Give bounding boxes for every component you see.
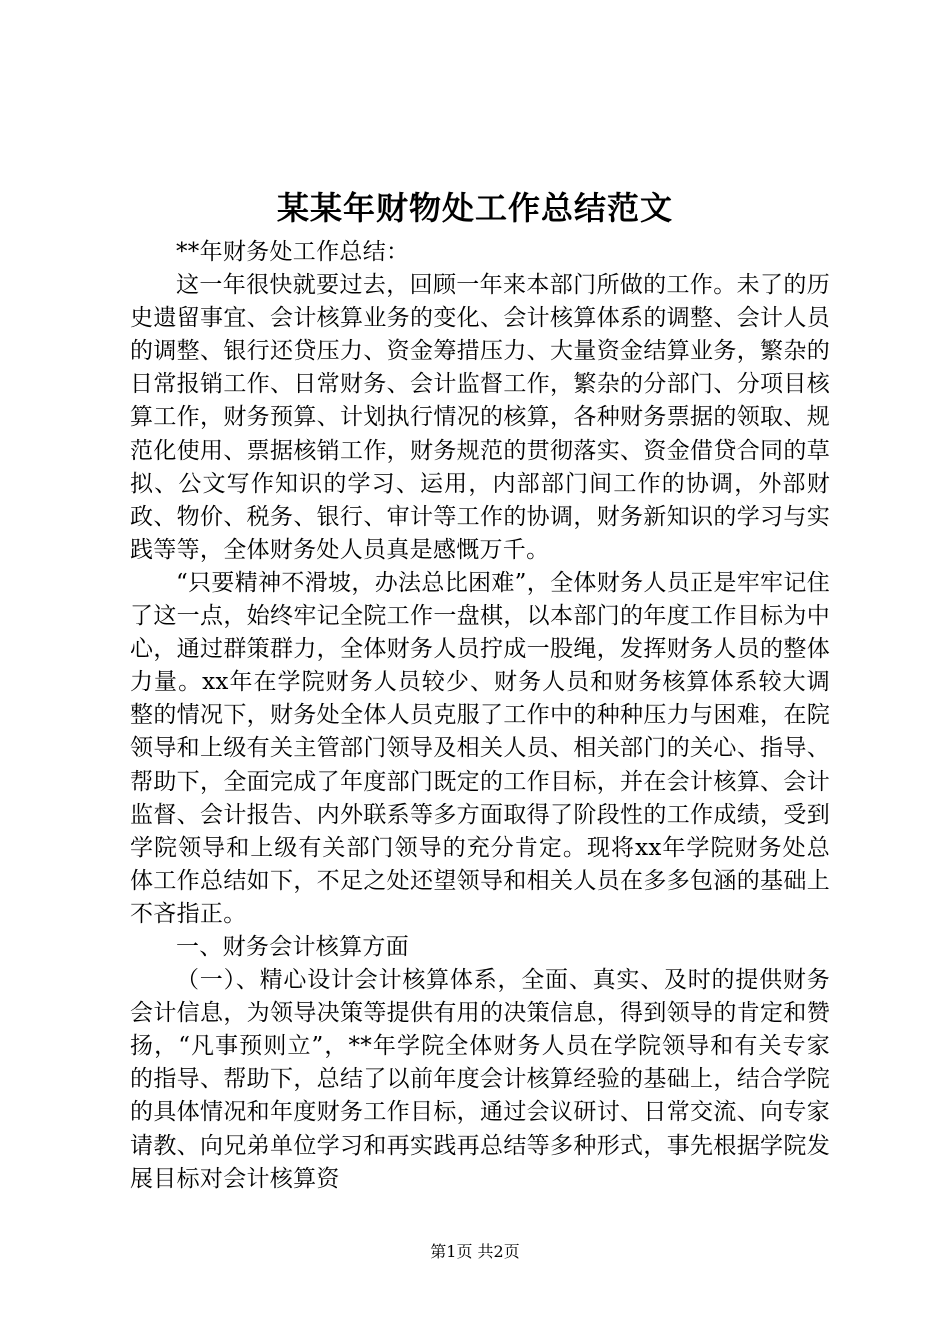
paragraph-achievements: “只要精神不滑坡，办法总比困难”，全体财务人员正是牢牢记住了这一点，始终牢记全院工作一盘棋，以本部门的年度工作目标为中心，通过群策群力，全体财务人员拧成一股绳，发挥财务人员的整体力量。xx年在学院财务人员较少、财务人员和财务核算体系较大调整的情况下，财务处全体人员克服了工作中的种种压力与困难，在院领导和上级有关主管部门领导及相关人员、相关部门的关心、指导、帮助下，全面完成了年度部门既定的工作目标，并在会计核算、会计监督、会计报告、内外联系等多方面取得了阶段性的工作成绩，受到学院领导和上级有关部门领导的充分肯定。现将xx年学院财务处总体工作总结如下，不足之处还望领导和相关人员在多多包涵的基础上不吝指正。 <box>130 569 830 927</box>
page-footer: 第1页 共2页 <box>430 1242 520 1261</box>
paragraph-accounting-system: （一）、精心设计会计核算体系，全面、真实、及时的提供财务会计信息，为领导决策等提供有用的决策信息，得到领导的肯定和赞扬，“凡事预则立”，**年学院全体财务人员在学院领导和有关专家的指导、帮助下，总结了以前年度会计核算经验的基础上，结合学院的具体情况和年度财务工作目标，通过会议研讨、日常交流、向专家请教、向兄弟单位学习和再实践再总结等多种形式，事先根据学院发展目标对会计核算资 <box>130 967 830 1192</box>
paragraph-overview: 这一年很快就要过去，回顾一年来本部门所做的工作。未了的历史遗留事宜、会计核算业务的变化、会计核算体系的调整、会计人员的调整、银行还贷压力、资金筹措压力、大量资金结算业务，繁杂的日常报销工作、日常财务、会计监督工作，繁杂的分部门、分项目核算工作，财务预算、计划执行情况的核算，各种财务票据的领取、规范化使用、票据核销工作，财务规范的贯彻落实、资金借贷合同的草拟、公文写作知识的学习、运用，内部部门间工作的协调，外部财政、物价、税务、银行、审计等工作的协调，财务新知识的学习与实践等等，全体财务处人员真是感慨万千。 <box>130 272 830 563</box>
paragraph-heading-intro: **年财务处工作总结： <box>176 239 410 265</box>
section-heading-accounting: 一、财务会计核算方面 <box>176 933 409 960</box>
document-title: 某某年财物处工作总结范文 <box>276 189 673 227</box>
document-body <box>130 236 830 1196</box>
